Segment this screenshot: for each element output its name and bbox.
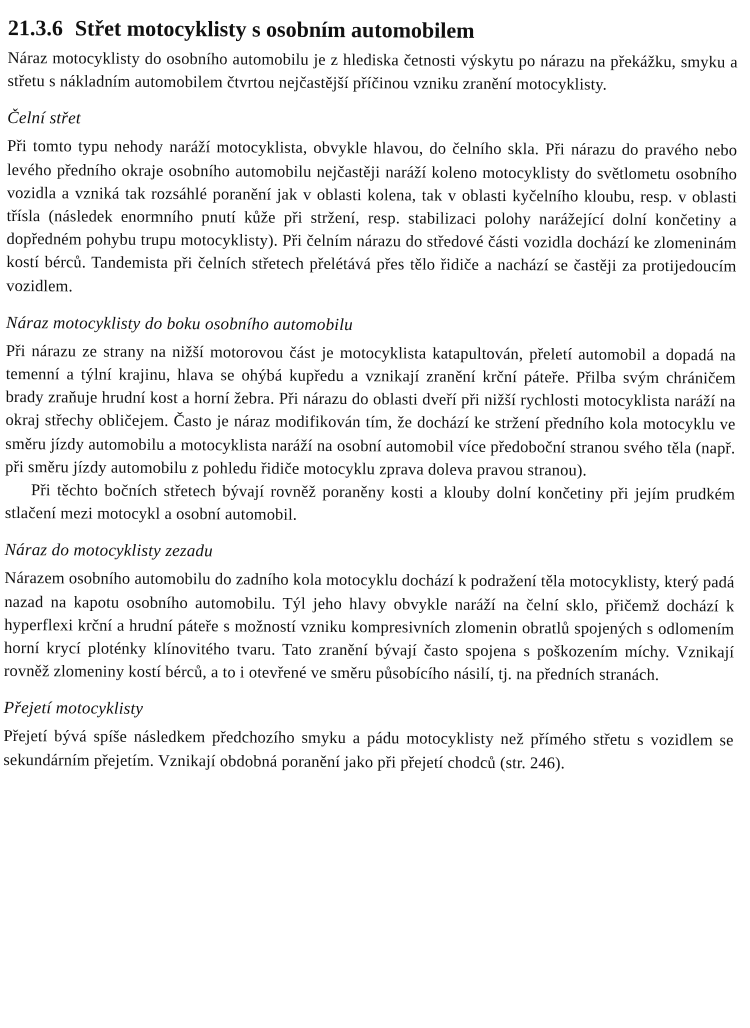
section-heading	[8, 14, 738, 46]
document-page	[2, 6, 738, 1026]
subsection-heading-side: Náraz motocyklisty do boku osobního automobilu	[6, 312, 353, 334]
section-number: 21.3.6	[7, 14, 63, 41]
paragraph-side-continued: Při těchto bočních střetech bývají rovněž poraněny kosti a klouby dolní končetiny při jejím prudkém stlačení mezi motocykl a osobní automobil.	[4, 480, 736, 525]
subsection-heading-rear: Náraz do motocyklisty zezadu	[4, 540, 213, 561]
subsection-heading-frontal: Čelní střet	[7, 108, 81, 128]
paragraph-rear: Nárazem osobního automobilu do zadního kola motocyklu dochází k podražení těla motocyklisty, který padá nazad na kapotu osobního automobilu. Týl jeho hlavy obvykle naráží na čelní sklo, přičemž dochází k hyperflexi krční a hrudní páteře s možností vzniku kompresivních zlomenin obratlů spojených s odlomením horní krycí ploténky klínovitého tvaru. Tato zranění bývají často spojena s poškozením míchy. Vznikají rovněž zlomeniny kostí bérců, a to i otevřené ve směru působícího násilí, tj. na předních stranách.	[3, 568, 735, 685]
intro-paragraph: Náraz motocyklisty do osobního automobilu je z hlediska četnosti výskytu po nárazu na překážku, smyku a střetu s nákladním automobilem čtvrtou nejčastější příčinou vzniku zranění motocyklisty.	[7, 47, 738, 94]
subsection-heading-runover: Přejetí motocyklisty	[3, 698, 144, 719]
paragraph-frontal: Při tomto typu nehody naráží motocyklista, obvykle hlavou, do čelního skla. Při nárazu do pravého nebo levého předního okraje osobního automobilu nejčastěji naráží koleno motocyklisty do světlometu osobního vozidla a vzniká tak rozsáhlé poranění jak v oblasti kolena, tak v oblasti kyčelního kloubu, resp. v oblasti třísla (následek enormního pnutí kůže při stržení, resp. stabilizaci polohy narážející dolní končetiny a dopředném pohybu trupu motocyklisty). Při čelním nárazu do středové části vozidla dochází ke zlomeninám kostí bérců. Tandemista při čelních střetech přelétává přes tělo řidiče a nachází se častěji za protijedoucím vozidlem.	[6, 136, 738, 296]
paragraph-runover: Přejetí bývá spíše následkem předchozího smyku a pádu motocyklisty než přímého střetu s vozidlem se sekundárním přejetím. Vznikají obdobná poranění jako při přejetí chodců (str. 246).	[3, 726, 734, 773]
paragraph-side: Při nárazu ze strany na nižší motorovou část je motocyklista katapultován, přeletí automobil a dopadá na temenní a týlní krajinu, hlava se ohýbá kupředu a vznikají zranění krční páteře. Přilba svým chráničem brady zraňuje hrudní kost a horní žebra. Při nárazu do oblasti dveří při nižší rychlosti motocyklista naráží na okraj střechy obličejem. Často je náraz modifikován tím, že dochází ke stržení předního kola motocyklu ve směru jízdy automobilu a motocyklista naráží na osobní automobil více předoboční stranou svého těla (např. při směru jízdy automobilu z pohledu řidiče motocyklu zprava doleva pravou stranou).	[5, 340, 736, 480]
section-title: Střet motocyklisty s osobním automobilem	[74, 15, 475, 43]
